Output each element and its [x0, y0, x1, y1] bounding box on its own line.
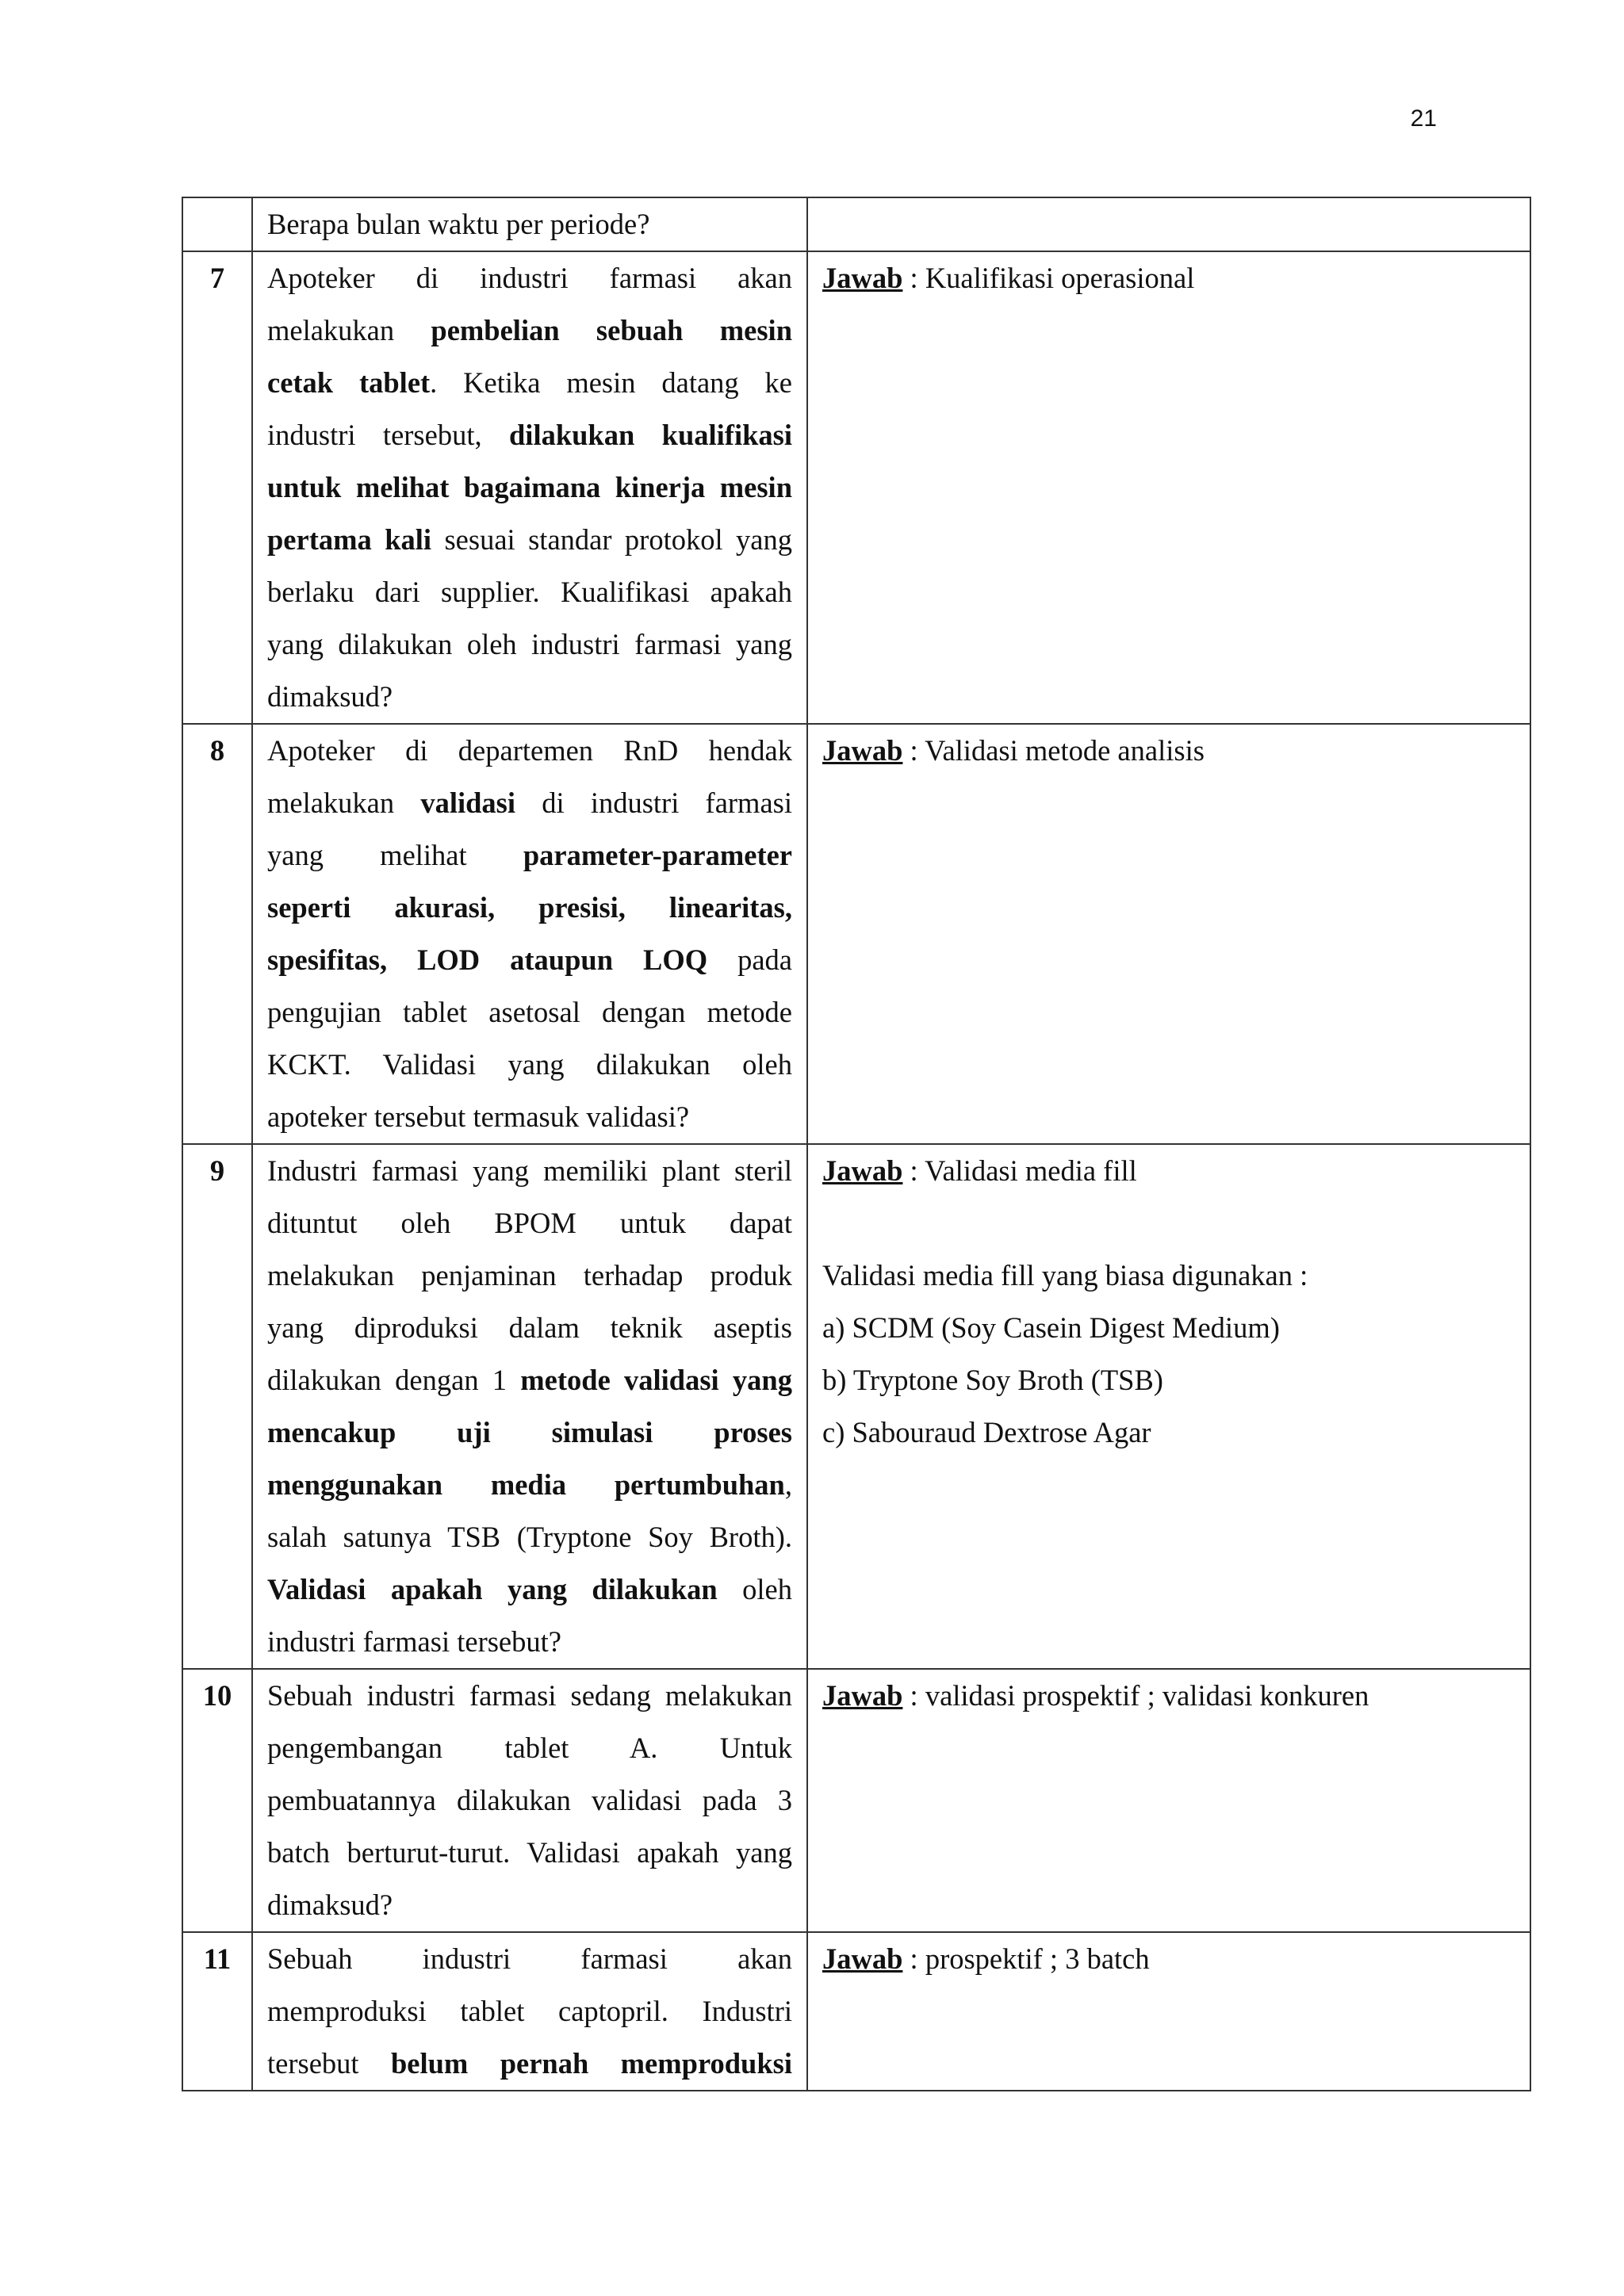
answer-line	[822, 725, 1515, 777]
question-number: 8	[182, 724, 252, 1144]
table-row	[182, 724, 1530, 1144]
text: sesuai standar protokol yang	[431, 523, 792, 556]
answer-detail-line: Validasi media fill yang biasa digunakan :	[822, 1259, 1308, 1292]
text: pada	[707, 943, 792, 976]
question-line	[267, 1145, 792, 1197]
bold-text: belum pernah memproduksi	[390, 2047, 792, 2080]
text: Apoteker di industri farmasi akan	[267, 262, 792, 294]
text: pembuatannya dilakukan validasi pada 3	[267, 1784, 792, 1816]
answer-cell	[807, 251, 1530, 724]
text: yang melihat	[267, 839, 523, 871]
answer-cell	[807, 1932, 1530, 2091]
table-row	[182, 1144, 1530, 1669]
question-line	[267, 252, 792, 304]
question-number: 11	[182, 1932, 252, 2091]
question-cell	[252, 1669, 807, 1932]
question-line	[267, 829, 792, 882]
text: industri farmasi tersebut?	[267, 1625, 561, 1658]
answer-detail-line: c) Sabouraud Dextrose Agar	[822, 1416, 1151, 1448]
question-line	[267, 1249, 792, 1302]
bold-text: pembelian sebuah mesin	[431, 314, 792, 346]
answer-text: : validasi prospektif ; validasi konkuren	[902, 1679, 1369, 1712]
table-row	[182, 251, 1530, 724]
bold-text: cetak tablet	[267, 366, 431, 399]
bold-text: pertama kali	[267, 523, 432, 556]
question-cell	[252, 724, 807, 1144]
answer-detail-line	[822, 1197, 1515, 1249]
text: Industri farmasi yang memiliki plant steril	[267, 1154, 792, 1187]
text: ,	[784, 1468, 792, 1501]
text: dimaksud?	[267, 680, 393, 713]
question-line	[267, 1774, 792, 1827]
text: tersebut	[267, 2047, 391, 2080]
bold-text: mencakup uji simulasi proses	[267, 1416, 792, 1448]
text: dituntut oleh BPOM untuk dapat	[267, 1207, 792, 1239]
bold-text: untuk melihat bagaimana kinerja mesin	[267, 471, 792, 503]
text: melakukan	[267, 786, 421, 819]
question-line	[267, 671, 792, 723]
answer-text: : Validasi media fill	[902, 1154, 1137, 1187]
question-line	[267, 618, 792, 671]
question-line	[267, 357, 792, 409]
bold-text: parameter-parameter	[523, 839, 792, 871]
text: pengujian tablet asetosal dengan metode	[267, 996, 792, 1028]
qa-table-body	[182, 197, 1530, 2091]
text: Apoteker di departemen RnD hendak	[267, 734, 792, 767]
bold-text: metode validasi yang	[520, 1364, 792, 1396]
question-line	[267, 1354, 792, 1406]
answer-cell	[807, 1669, 1530, 1932]
question-cell	[252, 197, 807, 251]
question-line	[267, 1879, 792, 1931]
text: dilakukan dengan 1	[267, 1364, 521, 1396]
answer-label: Jawab	[822, 1154, 903, 1187]
text: industri tersebut,	[267, 419, 509, 451]
table-row	[182, 1669, 1530, 1932]
question-cell	[252, 1144, 807, 1669]
text: yang diproduksi dalam teknik aseptis	[267, 1311, 792, 1344]
question-line	[267, 1197, 792, 1249]
bold-text: spesifitas, LOD ataupun LOQ	[267, 943, 708, 976]
question-line	[267, 934, 792, 986]
text: oleh	[717, 1573, 792, 1605]
text: di industri farmasi	[515, 786, 792, 819]
question-line	[267, 1406, 792, 1459]
answer-line	[822, 252, 1515, 304]
question-line	[267, 1670, 792, 1722]
question-line	[267, 1985, 792, 2038]
answer-line	[822, 1670, 1515, 1722]
text: melakukan penjaminan terhadap produk	[267, 1259, 792, 1292]
question-line	[267, 1933, 792, 1985]
text: salah satunya TSB (Tryptone Soy Broth).	[267, 1521, 792, 1553]
text: memproduksi tablet captopril. Industri	[267, 1995, 792, 2027]
bold-text: menggunakan media pertumbuhan	[267, 1468, 785, 1501]
answer-text: : prospektif ; 3 batch	[902, 1942, 1150, 1975]
page-number: 21	[1410, 105, 1437, 132]
text: Sebuah industri farmasi akan	[267, 1942, 792, 1975]
question-line	[267, 1563, 792, 1616]
question-line	[267, 725, 792, 777]
text: pengembangan tablet A. Untuk	[267, 1732, 792, 1764]
question-line	[267, 1039, 792, 1091]
text: . Ketika mesin datang ke	[430, 366, 792, 399]
bold-text: seperti akurasi, presisi, linearitas,	[267, 891, 792, 924]
text: apoteker tersebut termasuk validasi?	[267, 1100, 690, 1133]
answer-text: : Validasi metode analisis	[902, 734, 1205, 767]
text: dimaksud?	[267, 1888, 393, 1921]
question-line	[267, 1827, 792, 1879]
table-row	[182, 197, 1530, 251]
text: melakukan	[267, 314, 431, 346]
question-line	[267, 986, 792, 1039]
question-number	[182, 197, 252, 251]
question-line	[267, 198, 792, 251]
bold-text: Validasi apakah yang dilakukan	[267, 1573, 718, 1605]
question-number: 10	[182, 1669, 252, 1932]
answer-detail-line: a) SCDM (Soy Casein Digest Medium)	[822, 1311, 1280, 1344]
text: yang dilakukan oleh industri farmasi yang	[267, 628, 792, 660]
question-line	[267, 2038, 792, 2090]
table-row	[182, 1932, 1530, 2091]
answer-line	[822, 1933, 1515, 1985]
answer-line	[822, 1145, 1515, 1197]
answer-label: Jawab	[822, 734, 903, 767]
text: Sebuah industri farmasi sedang melakukan	[267, 1679, 792, 1712]
question-number: 9	[182, 1144, 252, 1669]
question-line	[267, 1616, 792, 1668]
question-line	[267, 514, 792, 566]
question-line	[267, 1722, 792, 1774]
text: Berapa bulan waktu per periode?	[267, 208, 650, 240]
question-line	[267, 1091, 792, 1143]
answer-label: Jawab	[822, 1679, 903, 1712]
bold-text: dilakukan kualifikasi	[509, 419, 792, 451]
answer-cell	[807, 724, 1530, 1144]
question-line	[267, 1459, 792, 1511]
question-line	[267, 1302, 792, 1354]
answer-detail-line: b) Tryptone Soy Broth (TSB)	[822, 1364, 1163, 1396]
answer-label: Jawab	[822, 262, 903, 294]
question-line	[267, 777, 792, 829]
question-line	[267, 304, 792, 357]
question-line	[267, 461, 792, 514]
bold-text: validasi	[420, 786, 516, 819]
answer-text: : Kualifikasi operasional	[902, 262, 1195, 294]
question-line	[267, 566, 792, 618]
text: KCKT. Validasi yang dilakukan oleh	[267, 1048, 792, 1081]
question-cell	[252, 1932, 807, 2091]
question-line	[267, 1511, 792, 1563]
question-number: 7	[182, 251, 252, 724]
answer-cell	[807, 1144, 1530, 1669]
answer-cell	[807, 197, 1530, 251]
qa-table	[182, 197, 1531, 2091]
question-cell	[252, 251, 807, 724]
text: batch berturut-turut. Validasi apakah yang	[267, 1836, 792, 1869]
answer-label: Jawab	[822, 1942, 903, 1975]
question-line	[267, 882, 792, 934]
text: berlaku dari supplier. Kualifikasi apakah	[267, 576, 792, 608]
question-line	[267, 409, 792, 461]
